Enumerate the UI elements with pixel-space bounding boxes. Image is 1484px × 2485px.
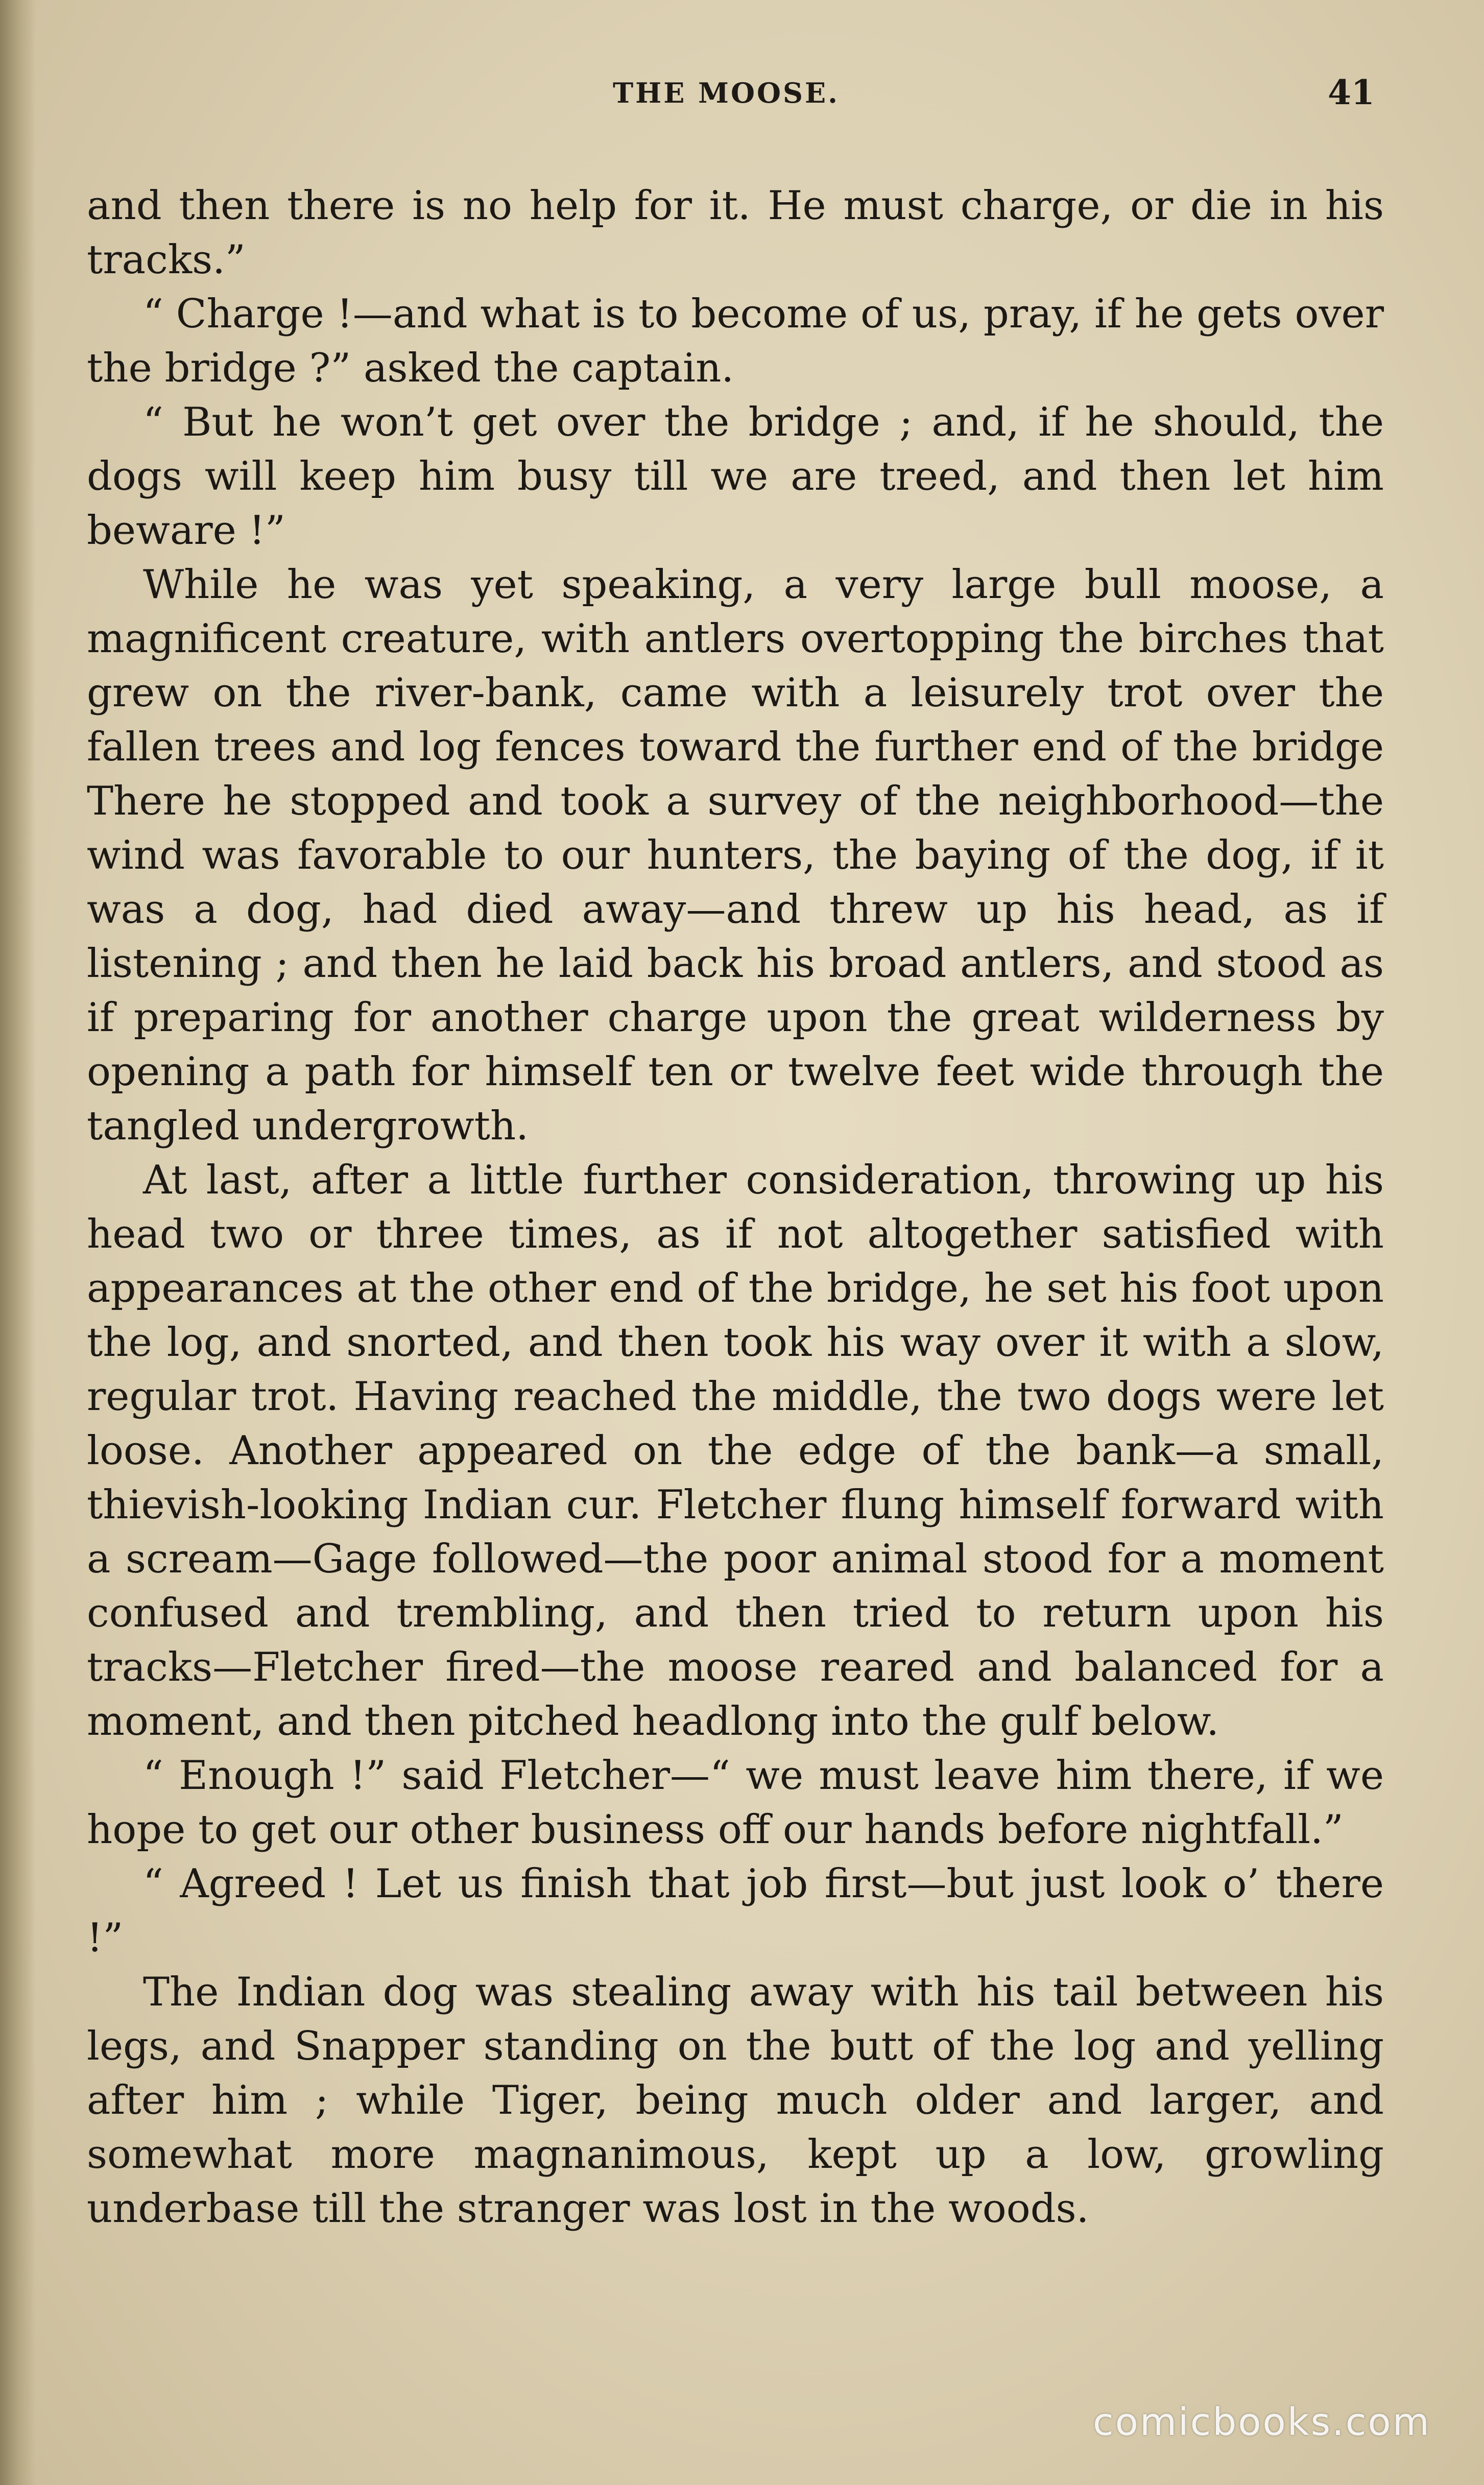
paragraph: At last, after a little further consideration, throwing up his head two or three times, as if not altogether satisfied with appearances at the other end of the bridge, he set his foot upon the log, and snorted, and then took his way over it with a slow, regular trot. Having reached the middle, the two dogs were let loose. Another appeared on the edge of the bank—a small, thievish-looking Indian cur. Fletcher flung himself forward with a scream—Gage followed—the poor animal stood for a moment confused and trembling, and then tried to return upon his tracks—Fletcher fired—the moose reared and balanced for a moment, and then pitched headlong into the gulf below. <box>87 1157 1384 1745</box>
running-head <box>0 73 1484 117</box>
paragraph: “ Enough !” said Fletcher—“ we must leave him there, if we hope to get our other business off our hands before nightfall.” <box>87 1753 1384 1853</box>
paragraph: “ Agreed ! Let us finish that job first—but just look o’ there !” <box>87 1861 1384 1961</box>
paragraph: The Indian dog was stealing away with his tail between his legs, and Snapper standing on the butt of the log and yelling after him ; while Tiger, being much older and larger, and somewhat more magnanimous, kept up a low, growling underbase till the stranger was lost in the woods. <box>87 1969 1384 2232</box>
watermark: comicbooks.com <box>1093 2400 1431 2444</box>
body-text <box>87 179 1384 2236</box>
paragraph: “ Charge !—and what is to become of us, pray, if he gets over the bridge ?” asked the captain. <box>87 291 1384 391</box>
paragraph: “ But he won’t get over the bridge ; and, if he should, the dogs will keep him busy till we are treed, and then let him beware !” <box>87 399 1384 554</box>
page-number: 41 <box>1328 73 1375 112</box>
paragraph: While he was yet speaking, a very large bull moose, a magnificent creature, with antlers overtopping the birches that grew on the river-bank, came with a leisurely trot over the fallen trees and log fences toward the further end of the bridge There he stopped and took a survey of the neighborhood—the wind was favorable to our hunters, the baying of the dog, if it was a dog, had died away—and threw up his head, as if listening ; and then he laid back his broad antlers, and stood as if preparing for another charge upon the great wilderness by opening a path for himself ten or twelve feet wide through the tangled undergrowth. <box>87 562 1384 1149</box>
chapter-title: THE MOOSE. <box>613 77 840 109</box>
paragraph: and then there is no help for it. He must charge, or die in his tracks.” <box>87 183 1384 283</box>
